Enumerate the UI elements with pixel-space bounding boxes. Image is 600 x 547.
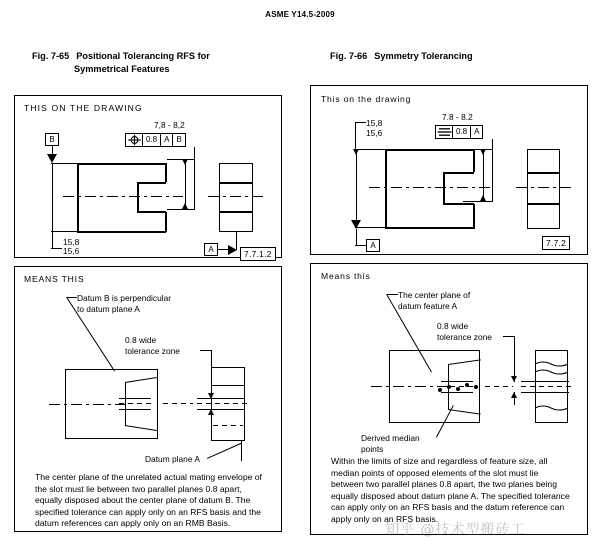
datum-a-triangle-icon <box>228 245 237 255</box>
fcf-leader-vertical <box>194 147 195 159</box>
slot-arrow-bottom-right <box>480 195 486 201</box>
figure-title-right-line1: Symmetry Tolerancing <box>374 51 473 61</box>
datum-a-leader-horizontal <box>218 249 229 250</box>
tolzone-arrow-down-right <box>511 376 517 382</box>
side-view-outline <box>219 163 253 232</box>
datum-ref-a-left: A <box>161 134 173 146</box>
section-ref-right-top: 7.7.2 <box>542 236 570 250</box>
datum-ref-b-left: B <box>176 135 182 144</box>
slot-bottom-edge <box>137 211 166 213</box>
panel-left-top <box>14 95 282 258</box>
note-derived-median-line2: points <box>361 444 384 454</box>
derived-center-dash-b <box>163 403 193 404</box>
panel-right-top <box>310 85 588 255</box>
height-arrow-top-right <box>353 149 359 155</box>
means-side-divider-top <box>211 385 245 386</box>
position-symbol-icon <box>126 134 143 146</box>
slot-extension-bottom-right <box>463 201 493 202</box>
figure-title-left-line2: Symmetrical Features <box>74 64 170 74</box>
note-tolzone-left-line1: 0.8 wide <box>125 335 157 345</box>
height-dim-leader-right <box>355 122 356 149</box>
paragraph-right: Within the limits of size and regardless of feature size, all median points of opposed elements of the slot must lie between two parallel planes 0.8 apart, the two planes being equally disposed about datum plane A. The specified tolerance can apply only on an RFS basis and the datum reference can apply only on an RFS basis. <box>331 456 570 524</box>
median-point <box>438 388 442 392</box>
means-side-dash <box>213 425 243 426</box>
part-outline-top <box>77 163 166 165</box>
part-outline-right-upper-r <box>473 149 475 172</box>
note-datum-plane-a: Datum plane A <box>145 454 200 464</box>
panel-right-bottom-title: Means this <box>321 271 371 281</box>
note-datum-b-line2: to datum plane A <box>77 304 140 314</box>
datum-a-leader-right <box>356 229 357 246</box>
datum-ref-a-right: A <box>474 127 480 136</box>
note-derived-median-line1: Derived median <box>361 433 420 443</box>
slot-extension-top <box>167 159 195 160</box>
note-tolzone-left-line2: tolerance zone <box>125 346 180 356</box>
derived-center-dash-right-b <box>485 386 513 387</box>
note3-leader-vertical <box>241 441 242 461</box>
median-point <box>447 385 451 389</box>
median-point <box>474 385 478 389</box>
tolerance-value-left: 0.8 <box>143 134 161 146</box>
figure-number-left: Fig. 7-65 <box>32 51 70 61</box>
note2-vertical-right <box>514 336 515 370</box>
part-outline-left-right <box>385 149 387 229</box>
tolerance-value-right: 0.8 <box>453 126 471 138</box>
side-view-centerline-right <box>516 187 572 188</box>
slot-arrow-top <box>182 159 188 165</box>
note1-leader-shelf <box>67 297 77 298</box>
part-outline-bottom <box>77 231 166 233</box>
part-outline-top-right <box>385 149 474 151</box>
side-view-break-lines-lower <box>535 402 568 414</box>
slot-dimension-line <box>185 159 186 209</box>
paragraph-left: The center plane of the unrelated actual mating envelope of the slot must lie between two parallel planes 0.8 apart, equally disposed about the center plane of datum B. The specified tolerance can apply only on an RFS basis and the datum references can apply only on an RMB Basis. <box>35 472 262 529</box>
slot-arrow-bottom <box>182 203 188 209</box>
slot-top-edge <box>137 182 166 184</box>
tolerance-plane-upper-right-a <box>441 381 473 382</box>
median-point <box>456 387 460 391</box>
section-ref-left-top: 7.7.1.2 <box>240 247 276 261</box>
side-view-divider-bottom-right <box>527 203 560 205</box>
tolerance-plane-upper-a <box>119 398 151 399</box>
height-dim-lower-left: 15,6 <box>63 246 80 256</box>
slot-bottom-edge-right <box>443 203 474 205</box>
datum-a-triangle-icon-right <box>351 220 361 229</box>
feature-control-frame-right <box>435 125 483 139</box>
symmetry-symbol-icon <box>436 126 453 138</box>
figure-title-left-line1: Positional Tolerancing RFS for <box>76 51 210 61</box>
side-view-divider-top-right <box>527 172 560 174</box>
height-ext-top-right <box>355 149 385 150</box>
height-dim-leader <box>52 231 53 249</box>
panel-left-top-title: THIS ON THE DRAWING <box>24 103 143 113</box>
tolerance-plane-lower-right-a <box>441 392 473 393</box>
side-view-break-lines-upper <box>535 360 568 376</box>
part-centerline-right <box>369 187 491 188</box>
panel-left-bottom <box>14 266 282 532</box>
datum-feature-a-symbol-right: A <box>366 239 380 252</box>
note3-leader-line <box>207 443 242 459</box>
tolerance-plane-lower-a <box>119 409 151 410</box>
part-outline-bottom-right <box>385 227 474 229</box>
slot-arrow-top-right <box>480 149 486 155</box>
height-dim-upper-left: 15,8 <box>63 237 80 247</box>
derived-center-dash-a <box>119 403 155 404</box>
side-view-divider-top <box>219 182 253 184</box>
fcf-extension-line <box>194 159 195 209</box>
fcf-extension-line-right <box>492 149 493 201</box>
side-view-outline-right <box>527 149 560 229</box>
note-tolzone-right-line1: 0.8 wide <box>437 321 469 331</box>
slot-dimension-left: 7,8 - 8,2 <box>154 120 185 130</box>
part-outline-right-lower <box>165 212 167 232</box>
note-datum-b-line1: Datum B is perpendicular <box>77 293 172 303</box>
note-center-plane-line2: datum feature A <box>398 301 458 311</box>
datum-b-triangle-icon <box>47 154 57 163</box>
datum-feature-b-symbol: B <box>45 133 59 146</box>
note-tolzone-right-line2: tolerance zone <box>437 332 492 342</box>
figure-number-right: Fig. 7-66 <box>330 51 368 61</box>
height-dim-upper-right: 15,8 <box>366 118 383 128</box>
part-outline-right-lower-r <box>473 204 475 229</box>
panel-left-bottom-title: MEANS THIS <box>24 274 85 284</box>
fcf-leader-vertical-right <box>492 139 493 149</box>
median-point <box>465 383 469 387</box>
part-outline-right-upper <box>165 163 167 182</box>
means-centerline-left <box>49 404 127 405</box>
part-centerline <box>63 196 183 197</box>
height-dim-lower-right: 15,6 <box>366 128 383 138</box>
watermark: 知乎 @技术型搬砖工 <box>385 522 526 538</box>
slot-dimension-line-right <box>483 149 484 201</box>
panel-right-top-title: This on the drawing <box>321 94 412 104</box>
slot-top-edge-right <box>443 172 474 174</box>
panel-right-bottom <box>310 263 588 535</box>
height-dimension-line <box>52 163 53 231</box>
feature-control-frame-left <box>125 133 186 147</box>
figure-caption-left <box>32 50 282 76</box>
tolzone-arrow-up-right <box>511 392 517 398</box>
height-dimension-line-right <box>356 149 357 227</box>
means-side-view-outline <box>211 367 245 441</box>
standard-header: ASME Y14.5-2009 <box>265 10 335 19</box>
datum-feature-a-symbol: A <box>204 243 218 256</box>
figure-caption-right <box>330 50 590 63</box>
part-outline-left <box>77 163 79 233</box>
side-view-divider-bottom <box>219 211 253 213</box>
means-centerline-right <box>371 386 449 387</box>
height-dim-shelf <box>51 248 62 249</box>
note1-shelf-right <box>387 294 398 295</box>
side-view-centerline <box>208 196 265 197</box>
slot-extension-bottom <box>167 209 195 210</box>
height-dim-shelf-right <box>355 122 366 123</box>
slot-dimension-right: 7.8 - 8.2 <box>442 112 473 122</box>
note-center-plane-line1: The center plane of <box>398 290 471 300</box>
